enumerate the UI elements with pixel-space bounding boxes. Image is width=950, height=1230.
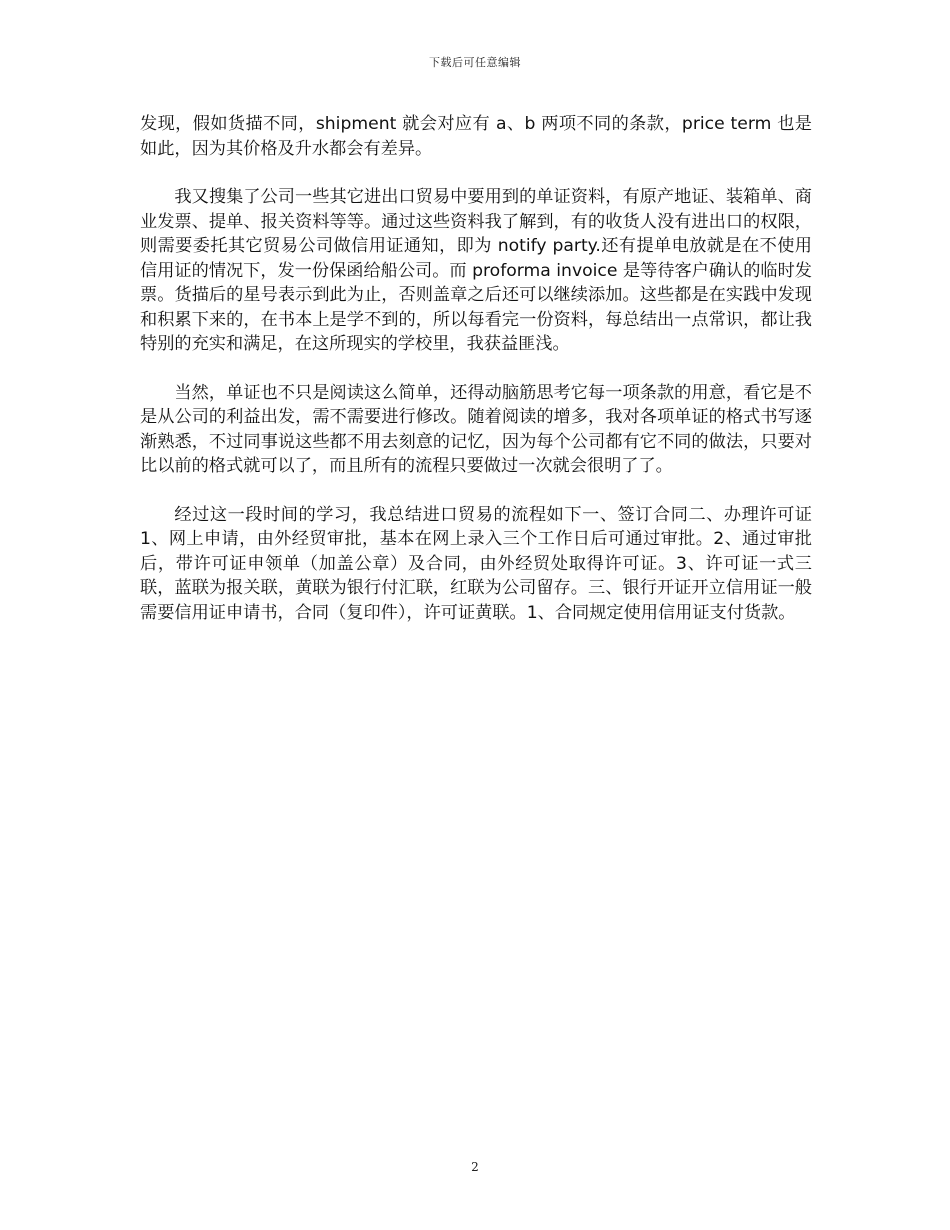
paragraph-documents: 我又搜集了公司一些其它进出口贸易中要用到的单证资料，有原产地证、装箱单、商业发票、提单、报关资料等等。通过这些资料我了解到，有的收货人没有进出口的权限，则需要委托其它贸易公司做信用证通知，即为 notify party.还有提单电放就是在不使用信用证的情况下，发一份保函给船公司。而 proforma invoice 是等待客户确认的临时发票。货描后的星号表示到此为止，否则盖章之后还可以继续添加。这些都是在实践中发现和积累下来的，在书本上是学不到的，所以每看完一份资料，每总结出一点常识，都让我特别的充实和满足，在这所现实的学校里，我获益匪浅。 bbox=[140, 187, 812, 354]
paragraph-reading: 当然，单证也不只是阅读这么简单，还得动脑筋思考它每一项条款的用意，看它是不是从公司的利益出发，需不需要进行修改。随着阅读的增多，我对各项单证的格式书写逐渐熟悉，不过同事说这些都不用去刻意的记忆，因为每个公司都有它不同的做法，只要对比以前的格式就可以了，而且所有的流程只要做过一次就会很明了了。 bbox=[140, 382, 812, 476]
document-body bbox=[140, 112, 812, 649]
page-header: 下载后可任意编辑 bbox=[429, 56, 521, 69]
paragraph-import-process: 经过这一段时间的学习，我总结进口贸易的流程如下一、签订合同二、办理许可证 1、网上申请，由外经贸审批，基本在网上录入三个工作日后可通过审批。2、通过审批后，带许可证申领单（加盖公章）及合同，由外经贸处取得许可证。3、许可证一式三联，蓝联为报关联，黄联为银行付汇联，红联为公司留存。三、银行开证开立信用证一般需要信用证申请书，合同（复印件），许可证黄联。1、合同规定使用信用证支付货款。 bbox=[140, 504, 812, 623]
page-number: 2 bbox=[471, 1160, 479, 1174]
paragraph-continuation: 发现，假如货描不同，shipment 就会对应有 a、b 两项不同的条款，price term 也是如此，因为其价格及升水都会有差异。 bbox=[140, 114, 812, 159]
